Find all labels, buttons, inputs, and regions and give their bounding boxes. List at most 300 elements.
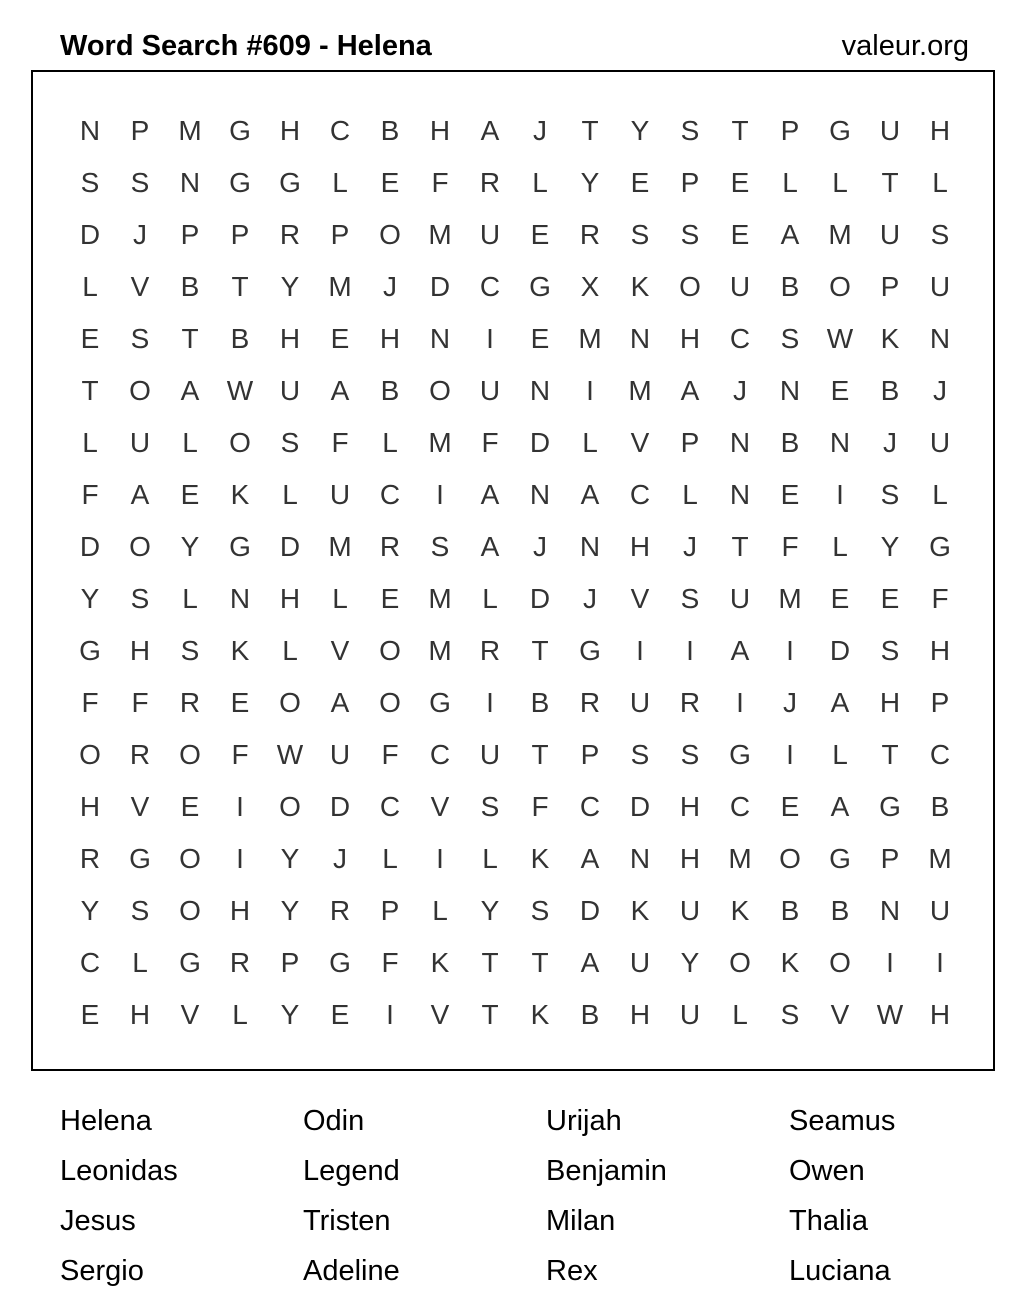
grid-cell[interactable]: Y <box>880 531 900 562</box>
grid-cell[interactable]: F <box>381 947 399 978</box>
grid-cell[interactable]: I <box>936 947 944 978</box>
grid-cell[interactable]: K <box>880 323 900 354</box>
grid-cell[interactable]: U <box>479 739 501 770</box>
grid-cell[interactable]: J <box>383 271 397 302</box>
grid-cell[interactable]: G <box>929 531 951 562</box>
grid-cell[interactable]: P <box>130 115 150 146</box>
grid-cell[interactable]: H <box>679 323 701 354</box>
grid-cell[interactable]: L <box>932 479 948 510</box>
grid-cell[interactable]: O <box>129 531 151 562</box>
grid-cell[interactable]: I <box>386 999 394 1030</box>
grid-cell[interactable]: M <box>178 115 202 146</box>
grid-cell[interactable]: J <box>883 427 897 458</box>
grid-cell[interactable]: F <box>81 479 99 510</box>
grid-cell[interactable]: B <box>880 375 900 406</box>
grid-cell[interactable]: J <box>533 115 547 146</box>
grid-cell[interactable]: U <box>129 427 151 458</box>
grid-cell[interactable]: T <box>731 115 749 146</box>
grid-cell[interactable]: Y <box>80 583 100 614</box>
grid-cell[interactable]: R <box>179 687 201 718</box>
grid-cell[interactable]: O <box>179 843 201 874</box>
grid-cell[interactable]: R <box>329 895 351 926</box>
grid-cell[interactable]: O <box>429 375 451 406</box>
grid-cell[interactable]: I <box>636 635 644 666</box>
grid-cell[interactable]: Y <box>630 115 650 146</box>
grid-cell[interactable]: R <box>229 947 251 978</box>
grid-cell[interactable]: J <box>683 531 697 562</box>
grid-cell[interactable]: H <box>929 999 951 1030</box>
grid-cell[interactable]: F <box>531 791 549 822</box>
grid-cell[interactable]: G <box>879 791 901 822</box>
grid-cell[interactable]: R <box>679 687 701 718</box>
grid-cell[interactable]: G <box>829 843 851 874</box>
grid-cell[interactable]: L <box>432 895 448 926</box>
grid-cell[interactable]: N <box>729 479 751 510</box>
grid-cell[interactable]: D <box>79 531 101 562</box>
grid-cell[interactable]: M <box>428 583 452 614</box>
grid-cell[interactable]: E <box>830 375 850 406</box>
grid-cell[interactable]: O <box>129 375 151 406</box>
grid-cell[interactable]: I <box>886 947 894 978</box>
grid-cell[interactable]: U <box>479 219 501 250</box>
grid-cell[interactable]: U <box>679 999 701 1030</box>
grid-cell[interactable]: E <box>180 479 200 510</box>
grid-cell[interactable]: S <box>680 219 700 250</box>
grid-cell[interactable]: B <box>530 687 550 718</box>
grid-cell[interactable]: G <box>429 687 451 718</box>
grid-cell[interactable]: O <box>79 739 101 770</box>
grid-cell[interactable]: Y <box>680 947 700 978</box>
grid-cell[interactable]: E <box>530 219 550 250</box>
grid-cell[interactable]: C <box>429 739 451 770</box>
grid-cell[interactable]: I <box>836 479 844 510</box>
grid-cell[interactable]: E <box>380 583 400 614</box>
grid-cell[interactable]: N <box>529 375 551 406</box>
grid-cell[interactable]: E <box>80 999 100 1030</box>
grid-cell[interactable]: R <box>579 219 601 250</box>
grid-cell[interactable]: K <box>730 895 750 926</box>
grid-cell[interactable]: T <box>731 531 749 562</box>
grid-cell[interactable]: R <box>279 219 301 250</box>
grid-cell[interactable]: V <box>830 999 850 1030</box>
grid-cell[interactable]: N <box>629 843 651 874</box>
grid-cell[interactable]: N <box>529 479 551 510</box>
grid-cell[interactable]: O <box>379 687 401 718</box>
grid-cell[interactable]: O <box>279 687 301 718</box>
grid-cell[interactable]: S <box>180 635 200 666</box>
grid-cell[interactable]: M <box>578 323 602 354</box>
grid-cell[interactable]: U <box>629 687 651 718</box>
grid-cell[interactable]: S <box>630 739 650 770</box>
grid-cell[interactable]: L <box>932 167 948 198</box>
grid-cell[interactable]: L <box>382 843 398 874</box>
grid-cell[interactable]: S <box>630 219 650 250</box>
grid-cell[interactable]: H <box>429 115 451 146</box>
grid-cell[interactable]: A <box>830 687 850 718</box>
grid-cell[interactable]: N <box>729 427 751 458</box>
grid-cell[interactable]: C <box>579 791 601 822</box>
grid-cell[interactable]: I <box>686 635 694 666</box>
grid-cell[interactable]: S <box>480 791 500 822</box>
grid-cell[interactable]: A <box>330 375 350 406</box>
grid-cell[interactable]: I <box>586 375 594 406</box>
grid-cell[interactable]: T <box>531 635 549 666</box>
grid-cell[interactable]: C <box>379 791 401 822</box>
grid-cell[interactable]: L <box>482 843 498 874</box>
grid-cell[interactable]: H <box>379 323 401 354</box>
grid-cell[interactable]: U <box>479 375 501 406</box>
grid-cell[interactable]: T <box>81 375 99 406</box>
grid-cell[interactable]: B <box>380 375 400 406</box>
grid-cell[interactable]: M <box>628 375 652 406</box>
grid-cell[interactable]: Y <box>280 999 300 1030</box>
grid-cell[interactable]: T <box>581 115 599 146</box>
grid-cell[interactable]: U <box>879 115 901 146</box>
grid-cell[interactable]: B <box>780 427 800 458</box>
grid-cell[interactable]: N <box>179 167 201 198</box>
grid-cell[interactable]: P <box>880 271 900 302</box>
grid-cell[interactable]: E <box>330 323 350 354</box>
grid-cell[interactable]: O <box>779 843 801 874</box>
grid-cell[interactable]: A <box>730 635 750 666</box>
grid-cell[interactable]: H <box>879 687 901 718</box>
grid-cell[interactable]: R <box>479 635 501 666</box>
grid-cell[interactable]: U <box>929 271 951 302</box>
grid-cell[interactable]: M <box>428 219 452 250</box>
grid-cell[interactable]: P <box>580 739 600 770</box>
grid-cell[interactable]: G <box>329 947 351 978</box>
grid-cell[interactable]: Y <box>80 895 100 926</box>
grid-cell[interactable]: A <box>580 947 600 978</box>
grid-cell[interactable]: S <box>130 583 150 614</box>
grid-cell[interactable]: K <box>780 947 800 978</box>
grid-cell[interactable]: H <box>79 791 101 822</box>
grid-cell[interactable]: K <box>530 843 550 874</box>
grid-cell[interactable]: N <box>879 895 901 926</box>
grid-cell[interactable]: P <box>330 219 350 250</box>
grid-cell[interactable]: U <box>929 895 951 926</box>
grid-cell[interactable]: Y <box>580 167 600 198</box>
grid-cell[interactable]: A <box>830 791 850 822</box>
grid-cell[interactable]: A <box>680 375 700 406</box>
grid-cell[interactable]: F <box>781 531 799 562</box>
grid-cell[interactable]: D <box>829 635 851 666</box>
grid-cell[interactable]: L <box>132 947 148 978</box>
grid-cell[interactable]: S <box>130 323 150 354</box>
grid-cell[interactable]: D <box>329 791 351 822</box>
grid-cell[interactable]: L <box>382 427 398 458</box>
grid-cell[interactable]: D <box>629 791 651 822</box>
grid-cell[interactable]: K <box>230 479 250 510</box>
grid-cell[interactable]: L <box>332 583 348 614</box>
grid-cell[interactable]: I <box>486 687 494 718</box>
grid-cell[interactable]: P <box>880 843 900 874</box>
grid-cell[interactable]: A <box>580 843 600 874</box>
grid-cell[interactable]: S <box>680 583 700 614</box>
grid-cell[interactable]: R <box>379 531 401 562</box>
grid-cell[interactable]: B <box>780 271 800 302</box>
grid-cell[interactable]: I <box>786 635 794 666</box>
grid-cell[interactable]: F <box>481 427 499 458</box>
grid-cell[interactable]: O <box>379 219 401 250</box>
grid-cell[interactable]: G <box>129 843 151 874</box>
grid-cell[interactable]: S <box>530 895 550 926</box>
grid-cell[interactable]: M <box>928 843 952 874</box>
grid-cell[interactable]: O <box>279 791 301 822</box>
grid-cell[interactable]: B <box>580 999 600 1030</box>
grid-cell[interactable]: U <box>929 427 951 458</box>
grid-cell[interactable]: C <box>729 791 751 822</box>
grid-cell[interactable]: D <box>529 427 551 458</box>
grid-cell[interactable]: H <box>929 115 951 146</box>
grid-cell[interactable]: D <box>579 895 601 926</box>
grid-cell[interactable]: M <box>828 219 852 250</box>
grid-cell[interactable]: D <box>279 531 301 562</box>
grid-cell[interactable]: J <box>583 583 597 614</box>
grid-cell[interactable]: R <box>579 687 601 718</box>
grid-cell[interactable]: M <box>328 271 352 302</box>
grid-cell[interactable]: V <box>130 791 150 822</box>
grid-cell[interactable]: L <box>332 167 348 198</box>
grid-cell[interactable]: L <box>582 427 598 458</box>
grid-cell[interactable]: L <box>82 271 98 302</box>
grid-cell[interactable]: T <box>231 271 249 302</box>
grid-cell[interactable]: R <box>479 167 501 198</box>
grid-cell[interactable]: I <box>436 479 444 510</box>
grid-cell[interactable]: F <box>331 427 349 458</box>
grid-cell[interactable]: N <box>579 531 601 562</box>
grid-cell[interactable]: S <box>430 531 450 562</box>
grid-cell[interactable]: G <box>729 739 751 770</box>
grid-cell[interactable]: V <box>630 427 650 458</box>
grid-cell[interactable]: K <box>630 895 650 926</box>
grid-cell[interactable]: W <box>876 999 904 1030</box>
grid-cell[interactable]: T <box>881 167 899 198</box>
grid-cell[interactable]: I <box>236 791 244 822</box>
grid-cell[interactable]: J <box>133 219 147 250</box>
grid-cell[interactable]: F <box>231 739 249 770</box>
grid-cell[interactable]: P <box>680 427 700 458</box>
grid-cell[interactable]: F <box>381 739 399 770</box>
grid-cell[interactable]: C <box>729 323 751 354</box>
grid-cell[interactable]: N <box>429 323 451 354</box>
grid-cell[interactable]: B <box>830 895 850 926</box>
grid-cell[interactable]: K <box>230 635 250 666</box>
grid-cell[interactable]: S <box>780 323 800 354</box>
grid-cell[interactable]: Y <box>280 895 300 926</box>
grid-cell[interactable]: I <box>486 323 494 354</box>
grid-cell[interactable]: R <box>79 843 101 874</box>
grid-cell[interactable]: Y <box>280 271 300 302</box>
grid-cell[interactable]: P <box>680 167 700 198</box>
grid-cell[interactable]: L <box>682 479 698 510</box>
grid-cell[interactable]: E <box>330 999 350 1030</box>
grid-cell[interactable]: N <box>229 583 251 614</box>
grid-cell[interactable]: J <box>533 531 547 562</box>
grid-cell[interactable]: L <box>282 479 298 510</box>
grid-cell[interactable]: Y <box>180 531 200 562</box>
grid-cell[interactable]: V <box>330 635 350 666</box>
grid-cell[interactable]: G <box>79 635 101 666</box>
grid-cell[interactable]: L <box>182 583 198 614</box>
grid-cell[interactable]: L <box>82 427 98 458</box>
grid-cell[interactable]: M <box>778 583 802 614</box>
grid-cell[interactable]: S <box>880 635 900 666</box>
grid-cell[interactable]: N <box>629 323 651 354</box>
grid-cell[interactable]: A <box>780 219 800 250</box>
grid-cell[interactable]: G <box>829 115 851 146</box>
grid-cell[interactable]: O <box>179 739 201 770</box>
grid-cell[interactable]: F <box>81 687 99 718</box>
grid-cell[interactable]: P <box>380 895 400 926</box>
grid-cell[interactable]: V <box>180 999 200 1030</box>
grid-cell[interactable]: W <box>826 323 854 354</box>
grid-cell[interactable]: M <box>428 427 452 458</box>
grid-cell[interactable]: K <box>430 947 450 978</box>
grid-cell[interactable]: L <box>482 583 498 614</box>
grid-cell[interactable]: E <box>780 791 800 822</box>
grid-cell[interactable]: L <box>832 531 848 562</box>
grid-cell[interactable]: C <box>79 947 101 978</box>
grid-cell[interactable]: H <box>279 323 301 354</box>
grid-cell[interactable]: O <box>229 427 251 458</box>
grid-cell[interactable]: G <box>579 635 601 666</box>
grid-cell[interactable]: J <box>733 375 747 406</box>
grid-cell[interactable]: N <box>779 375 801 406</box>
grid-cell[interactable]: Y <box>480 895 500 926</box>
grid-cell[interactable]: L <box>832 167 848 198</box>
grid-cell[interactable]: K <box>530 999 550 1030</box>
grid-cell[interactable]: F <box>131 687 149 718</box>
grid-cell[interactable]: G <box>529 271 551 302</box>
grid-cell[interactable]: E <box>730 219 750 250</box>
grid-cell[interactable]: L <box>282 635 298 666</box>
grid-cell[interactable]: U <box>879 219 901 250</box>
grid-cell[interactable]: C <box>379 479 401 510</box>
grid-cell[interactable]: N <box>829 427 851 458</box>
grid-cell[interactable]: V <box>430 791 450 822</box>
grid-cell[interactable]: H <box>679 843 701 874</box>
grid-cell[interactable]: S <box>280 427 300 458</box>
grid-cell[interactable]: U <box>729 271 751 302</box>
grid-cell[interactable]: F <box>931 583 949 614</box>
grid-cell[interactable]: J <box>783 687 797 718</box>
grid-cell[interactable]: G <box>179 947 201 978</box>
grid-cell[interactable]: C <box>329 115 351 146</box>
grid-cell[interactable]: J <box>933 375 947 406</box>
grid-cell[interactable]: E <box>80 323 100 354</box>
grid-cell[interactable]: H <box>229 895 251 926</box>
grid-cell[interactable]: H <box>929 635 951 666</box>
grid-cell[interactable]: A <box>480 479 500 510</box>
grid-cell[interactable]: S <box>880 479 900 510</box>
grid-cell[interactable]: H <box>629 999 651 1030</box>
grid-cell[interactable]: T <box>481 999 499 1030</box>
grid-cell[interactable]: T <box>531 739 549 770</box>
grid-cell[interactable]: U <box>279 375 301 406</box>
grid-cell[interactable]: P <box>180 219 200 250</box>
grid-cell[interactable]: U <box>629 947 651 978</box>
grid-cell[interactable]: G <box>229 531 251 562</box>
grid-cell[interactable]: W <box>276 739 304 770</box>
grid-cell[interactable]: C <box>479 271 501 302</box>
grid-cell[interactable]: A <box>180 375 200 406</box>
grid-cell[interactable]: S <box>780 999 800 1030</box>
grid-cell[interactable]: L <box>532 167 548 198</box>
grid-cell[interactable]: E <box>180 791 200 822</box>
grid-cell[interactable]: B <box>380 115 400 146</box>
grid-cell[interactable]: B <box>230 323 250 354</box>
grid-cell[interactable]: C <box>629 479 651 510</box>
grid-cell[interactable]: U <box>329 739 351 770</box>
grid-cell[interactable]: E <box>380 167 400 198</box>
grid-cell[interactable]: B <box>930 791 950 822</box>
grid-cell[interactable]: D <box>429 271 451 302</box>
grid-cell[interactable]: H <box>279 115 301 146</box>
grid-cell[interactable]: A <box>130 479 150 510</box>
grid-cell[interactable]: U <box>329 479 351 510</box>
grid-cell[interactable]: X <box>580 271 600 302</box>
grid-cell[interactable]: V <box>130 271 150 302</box>
grid-cell[interactable]: A <box>330 687 350 718</box>
grid-cell[interactable]: O <box>179 895 201 926</box>
grid-cell[interactable]: S <box>680 115 700 146</box>
grid-cell[interactable]: G <box>229 115 251 146</box>
grid-cell[interactable]: M <box>728 843 752 874</box>
grid-cell[interactable]: L <box>232 999 248 1030</box>
grid-cell[interactable]: A <box>480 115 500 146</box>
grid-cell[interactable]: P <box>230 219 250 250</box>
grid-cell[interactable]: A <box>580 479 600 510</box>
grid-cell[interactable]: U <box>729 583 751 614</box>
grid-cell[interactable]: J <box>333 843 347 874</box>
grid-cell[interactable]: E <box>230 687 250 718</box>
grid-cell[interactable]: T <box>531 947 549 978</box>
grid-cell[interactable]: C <box>929 739 951 770</box>
grid-cell[interactable]: L <box>182 427 198 458</box>
grid-cell[interactable]: E <box>780 479 800 510</box>
grid-cell[interactable]: G <box>229 167 251 198</box>
grid-cell[interactable]: M <box>328 531 352 562</box>
grid-cell[interactable]: I <box>786 739 794 770</box>
grid-cell[interactable]: H <box>129 635 151 666</box>
grid-cell[interactable]: S <box>930 219 950 250</box>
grid-cell[interactable]: D <box>529 583 551 614</box>
grid-cell[interactable]: N <box>929 323 951 354</box>
grid-cell[interactable]: I <box>436 843 444 874</box>
grid-cell[interactable]: O <box>829 271 851 302</box>
grid-cell[interactable]: V <box>430 999 450 1030</box>
grid-cell[interactable]: R <box>129 739 151 770</box>
grid-cell[interactable]: P <box>780 115 800 146</box>
grid-cell[interactable]: M <box>428 635 452 666</box>
grid-cell[interactable]: H <box>679 791 701 822</box>
grid-cell[interactable]: I <box>736 687 744 718</box>
grid-cell[interactable]: H <box>629 531 651 562</box>
grid-cell[interactable]: T <box>481 947 499 978</box>
grid-cell[interactable]: T <box>181 323 199 354</box>
grid-cell[interactable]: P <box>280 947 300 978</box>
grid-cell[interactable]: H <box>279 583 301 614</box>
grid-cell[interactable]: S <box>130 895 150 926</box>
grid-cell[interactable]: E <box>530 323 550 354</box>
grid-cell[interactable]: F <box>431 167 449 198</box>
grid-cell[interactable]: Y <box>280 843 300 874</box>
grid-cell[interactable]: B <box>180 271 200 302</box>
grid-cell[interactable]: S <box>130 167 150 198</box>
grid-cell[interactable]: L <box>732 999 748 1030</box>
grid-cell[interactable]: L <box>782 167 798 198</box>
